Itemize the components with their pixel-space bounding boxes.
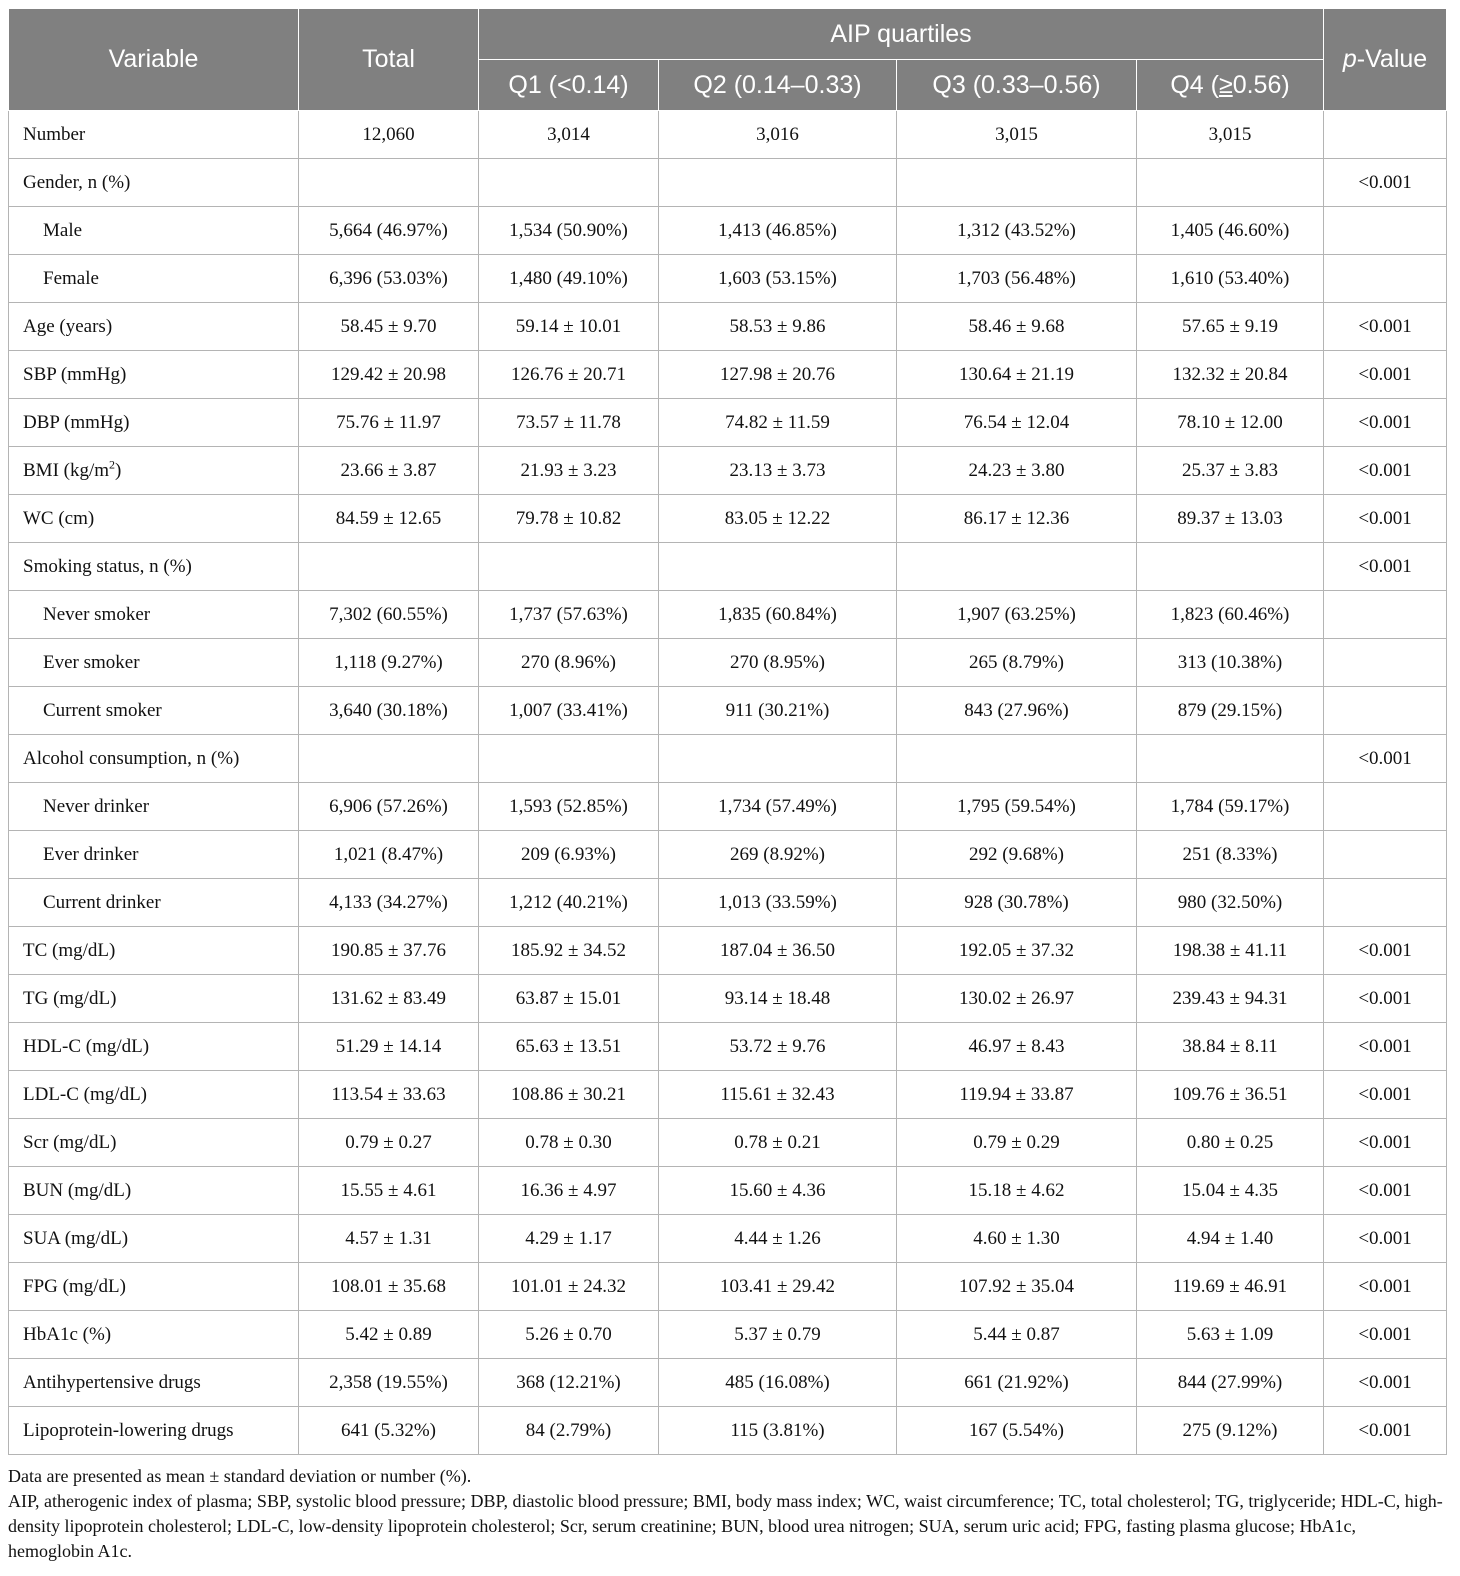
cell-total: 5,664 (46.97%) [299, 207, 479, 255]
cell-variable [9, 207, 299, 255]
cell-q1: 0.78 ± 0.30 [479, 1119, 659, 1167]
cell-q3: 292 (9.68%) [897, 831, 1137, 879]
cell-q1: 73.57 ± 11.78 [479, 399, 659, 447]
baseline-characteristics-table [8, 8, 1447, 1455]
cell-q3: 265 (8.79%) [897, 639, 1137, 687]
cell-q4: 198.38 ± 41.11 [1137, 927, 1324, 975]
cell-q3: 192.05 ± 37.32 [897, 927, 1137, 975]
table-row [9, 1311, 1447, 1359]
variable-label: Gender, n (%) [23, 171, 131, 193]
header-p-value [1324, 9, 1447, 111]
variable-label: DBP (mmHg) [23, 411, 130, 433]
header-p-italic: p [1342, 45, 1357, 73]
cell-q3: 119.94 ± 33.87 [897, 1071, 1137, 1119]
cell-q1: 4.29 ± 1.17 [479, 1215, 659, 1263]
cell-q4: 57.65 ± 9.19 [1137, 303, 1324, 351]
table-row [9, 1263, 1447, 1311]
cell-q2: 115 (3.81%) [659, 1407, 897, 1455]
cell-variable [9, 543, 299, 591]
cell-q1: 1,593 (52.85%) [479, 783, 659, 831]
cell-q2: 1,013 (33.59%) [659, 879, 897, 927]
table-row [9, 1215, 1447, 1263]
cell-p: <0.001 [1324, 1023, 1447, 1071]
cell-q2 [659, 159, 897, 207]
cell-p: <0.001 [1324, 1215, 1447, 1263]
variable-label: Alcohol consumption, n (%) [23, 747, 240, 769]
cell-variable [9, 1263, 299, 1311]
cell-total [299, 159, 479, 207]
cell-q1: 1,534 (50.90%) [479, 207, 659, 255]
cell-total: 23.66 ± 3.87 [299, 447, 479, 495]
cell-q1: 101.01 ± 24.32 [479, 1263, 659, 1311]
cell-variable [9, 831, 299, 879]
cell-q1: 3,014 [479, 111, 659, 159]
cell-q3: 167 (5.54%) [897, 1407, 1137, 1455]
variable-label: Lipoprotein-lowering drugs [23, 1419, 234, 1441]
cell-p: <0.001 [1324, 447, 1447, 495]
cell-variable [9, 1407, 299, 1455]
cell-q4: 1,610 (53.40%) [1137, 255, 1324, 303]
variable-label: TG (mg/dL) [23, 987, 117, 1009]
cell-variable [9, 255, 299, 303]
cell-q4 [1137, 735, 1324, 783]
header-q4-suffix: 0.56) [1232, 70, 1290, 99]
cell-variable [9, 1359, 299, 1407]
cell-variable [9, 1119, 299, 1167]
cell-total: 1,021 (8.47%) [299, 831, 479, 879]
cell-variable [9, 351, 299, 399]
cell-q3: 1,312 (43.52%) [897, 207, 1137, 255]
cell-q1: 59.14 ± 10.01 [479, 303, 659, 351]
cell-q2: 58.53 ± 9.86 [659, 303, 897, 351]
cell-total: 1,118 (9.27%) [299, 639, 479, 687]
cell-q1: 16.36 ± 4.97 [479, 1167, 659, 1215]
cell-variable [9, 1071, 299, 1119]
cell-q3: 76.54 ± 12.04 [897, 399, 1137, 447]
table-header [9, 9, 1447, 111]
cell-variable [9, 1167, 299, 1215]
cell-q4: 78.10 ± 12.00 [1137, 399, 1324, 447]
cell-variable [9, 495, 299, 543]
cell-q3: 130.64 ± 21.19 [897, 351, 1137, 399]
cell-q4: 879 (29.15%) [1137, 687, 1324, 735]
cell-q2: 187.04 ± 36.50 [659, 927, 897, 975]
variable-label: Scr (mg/dL) [23, 1131, 117, 1153]
variable-label: Current smoker [43, 699, 162, 721]
cell-q4: 0.80 ± 0.25 [1137, 1119, 1324, 1167]
cell-q4: 251 (8.33%) [1137, 831, 1324, 879]
table-row [9, 831, 1447, 879]
cell-q1 [479, 159, 659, 207]
cell-q2 [659, 735, 897, 783]
cell-total: 0.79 ± 0.27 [299, 1119, 479, 1167]
cell-total: 58.45 ± 9.70 [299, 303, 479, 351]
cell-q4: 119.69 ± 46.91 [1137, 1263, 1324, 1311]
cell-q1: 1,212 (40.21%) [479, 879, 659, 927]
cell-q4: 1,405 (46.60%) [1137, 207, 1324, 255]
cell-total: 190.85 ± 37.76 [299, 927, 479, 975]
cell-q4: 132.32 ± 20.84 [1137, 351, 1324, 399]
cell-p: <0.001 [1324, 495, 1447, 543]
footnote-data-format: Data are presented as mean ± standard deviation or number (%). [8, 1466, 472, 1486]
variable-label: HDL-C (mg/dL) [23, 1035, 150, 1057]
cell-total: 641 (5.32%) [299, 1407, 479, 1455]
cell-p [1324, 783, 1447, 831]
cell-q2: 1,603 (53.15%) [659, 255, 897, 303]
cell-q2: 270 (8.95%) [659, 639, 897, 687]
header-q1: Q1 (<0.14) [479, 60, 659, 111]
cell-total: 6,906 (57.26%) [299, 783, 479, 831]
variable-label: BMI (kg/m [23, 459, 110, 481]
cell-q4: 3,015 [1137, 111, 1324, 159]
variable-label: SBP (mmHg) [23, 363, 127, 385]
table-row [9, 879, 1447, 927]
cell-q3: 24.23 ± 3.80 [897, 447, 1137, 495]
header-q4 [1137, 60, 1324, 111]
variable-label: Female [43, 267, 99, 289]
table-row [9, 351, 1447, 399]
variable-label: Ever smoker [43, 651, 140, 673]
cell-total: 75.76 ± 11.97 [299, 399, 479, 447]
cell-q2: 103.41 ± 29.42 [659, 1263, 897, 1311]
cell-variable [9, 399, 299, 447]
table-row [9, 783, 1447, 831]
cell-p [1324, 207, 1447, 255]
cell-variable [9, 879, 299, 927]
cell-q4: 5.63 ± 1.09 [1137, 1311, 1324, 1359]
cell-p: <0.001 [1324, 1071, 1447, 1119]
cell-p: <0.001 [1324, 1407, 1447, 1455]
cell-total: 15.55 ± 4.61 [299, 1167, 479, 1215]
cell-q2: 53.72 ± 9.76 [659, 1023, 897, 1071]
cell-total: 6,396 (53.03%) [299, 255, 479, 303]
cell-q4: 4.94 ± 1.40 [1137, 1215, 1324, 1263]
variable-label: TC (mg/dL) [23, 939, 116, 961]
header-variable: Variable [9, 9, 299, 111]
header-total: Total [299, 9, 479, 111]
variable-label-superscript: 2 [109, 457, 116, 472]
cell-p: <0.001 [1324, 159, 1447, 207]
cell-q2: 93.14 ± 18.48 [659, 975, 897, 1023]
variable-label: Age (years) [23, 315, 113, 337]
cell-q4: 89.37 ± 13.03 [1137, 495, 1324, 543]
cell-q4: 25.37 ± 3.83 [1137, 447, 1324, 495]
variable-label: Never smoker [43, 603, 151, 625]
header-q4-geq: ≥ [1218, 70, 1233, 99]
cell-q2: 269 (8.92%) [659, 831, 897, 879]
cell-q1: 126.76 ± 20.71 [479, 351, 659, 399]
cell-q2: 0.78 ± 0.21 [659, 1119, 897, 1167]
cell-variable [9, 111, 299, 159]
cell-p: <0.001 [1324, 1311, 1447, 1359]
cell-q2: 127.98 ± 20.76 [659, 351, 897, 399]
cell-q1: 368 (12.21%) [479, 1359, 659, 1407]
variable-label: Smoking status, n (%) [23, 555, 192, 577]
variable-label: Ever drinker [43, 843, 139, 865]
cell-q2: 83.05 ± 12.22 [659, 495, 897, 543]
cell-q4: 1,784 (59.17%) [1137, 783, 1324, 831]
cell-variable [9, 303, 299, 351]
variable-label-suffix: ) [115, 459, 122, 481]
cell-total: 12,060 [299, 111, 479, 159]
cell-total [299, 543, 479, 591]
cell-q2 [659, 543, 897, 591]
table-row [9, 1167, 1447, 1215]
table-row [9, 687, 1447, 735]
cell-p: <0.001 [1324, 735, 1447, 783]
table-row [9, 975, 1447, 1023]
cell-variable [9, 1311, 299, 1359]
cell-q4 [1137, 159, 1324, 207]
cell-q3: 58.46 ± 9.68 [897, 303, 1137, 351]
variable-label: Male [43, 219, 83, 241]
header-p-rest: -Value [1356, 45, 1428, 73]
cell-q2: 74.82 ± 11.59 [659, 399, 897, 447]
cell-q2: 4.44 ± 1.26 [659, 1215, 897, 1263]
cell-variable [9, 1023, 299, 1071]
cell-q3: 3,015 [897, 111, 1137, 159]
cell-q3: 1,703 (56.48%) [897, 255, 1137, 303]
cell-q2: 1,734 (57.49%) [659, 783, 897, 831]
cell-q3 [897, 735, 1137, 783]
cell-total: 5.42 ± 0.89 [299, 1311, 479, 1359]
variable-label: Antihypertensive drugs [23, 1371, 201, 1393]
cell-q3: 130.02 ± 26.97 [897, 975, 1137, 1023]
header-q4-prefix: Q4 ( [1170, 70, 1219, 99]
cell-p: <0.001 [1324, 1263, 1447, 1311]
cell-q3: 46.97 ± 8.43 [897, 1023, 1137, 1071]
cell-q3: 928 (30.78%) [897, 879, 1137, 927]
cell-q4: 844 (27.99%) [1137, 1359, 1324, 1407]
cell-p [1324, 591, 1447, 639]
cell-q1: 270 (8.96%) [479, 639, 659, 687]
cell-q3: 1,907 (63.25%) [897, 591, 1137, 639]
table-row [9, 207, 1447, 255]
table-row [9, 399, 1447, 447]
cell-total: 7,302 (60.55%) [299, 591, 479, 639]
cell-p [1324, 687, 1447, 735]
cell-q1: 209 (6.93%) [479, 831, 659, 879]
cell-total: 4,133 (34.27%) [299, 879, 479, 927]
cell-q4: 313 (10.38%) [1137, 639, 1324, 687]
cell-variable [9, 975, 299, 1023]
table-row [9, 159, 1447, 207]
cell-variable [9, 447, 299, 495]
cell-total: 129.42 ± 20.98 [299, 351, 479, 399]
cell-q4: 239.43 ± 94.31 [1137, 975, 1324, 1023]
cell-p [1324, 831, 1447, 879]
cell-total: 51.29 ± 14.14 [299, 1023, 479, 1071]
variable-label: Current drinker [43, 891, 161, 913]
cell-variable [9, 1215, 299, 1263]
table-row [9, 255, 1447, 303]
variable-label: FPG (mg/dL) [23, 1275, 126, 1297]
table-row [9, 1407, 1447, 1455]
cell-variable [9, 591, 299, 639]
cell-q3: 5.44 ± 0.87 [897, 1311, 1137, 1359]
cell-q3 [897, 159, 1137, 207]
cell-p: <0.001 [1324, 1167, 1447, 1215]
cell-q1: 21.93 ± 3.23 [479, 447, 659, 495]
cell-q2: 911 (30.21%) [659, 687, 897, 735]
table-row [9, 639, 1447, 687]
table-body [9, 111, 1447, 1455]
cell-p: <0.001 [1324, 1359, 1447, 1407]
cell-q4: 38.84 ± 8.11 [1137, 1023, 1324, 1071]
cell-p: <0.001 [1324, 303, 1447, 351]
cell-q4: 15.04 ± 4.35 [1137, 1167, 1324, 1215]
cell-total: 108.01 ± 35.68 [299, 1263, 479, 1311]
cell-q2: 15.60 ± 4.36 [659, 1167, 897, 1215]
cell-q3: 86.17 ± 12.36 [897, 495, 1137, 543]
cell-p: <0.001 [1324, 543, 1447, 591]
table-row [9, 1023, 1447, 1071]
cell-variable [9, 927, 299, 975]
header-q2: Q2 (0.14–0.33) [659, 60, 897, 111]
table-row [9, 1071, 1447, 1119]
cell-p: <0.001 [1324, 399, 1447, 447]
table-row [9, 927, 1447, 975]
cell-q1 [479, 735, 659, 783]
table-row [9, 495, 1447, 543]
cell-total [299, 735, 479, 783]
variable-label: WC (cm) [23, 507, 95, 529]
table-row [9, 447, 1447, 495]
cell-q3: 1,795 (59.54%) [897, 783, 1137, 831]
cell-p [1324, 639, 1447, 687]
cell-q4 [1137, 543, 1324, 591]
cell-q1 [479, 543, 659, 591]
cell-total: 4.57 ± 1.31 [299, 1215, 479, 1263]
cell-q4: 1,823 (60.46%) [1137, 591, 1324, 639]
cell-variable [9, 687, 299, 735]
cell-q2: 1,413 (46.85%) [659, 207, 897, 255]
table-row [9, 543, 1447, 591]
cell-p: <0.001 [1324, 927, 1447, 975]
cell-total: 2,358 (19.55%) [299, 1359, 479, 1407]
cell-q2: 485 (16.08%) [659, 1359, 897, 1407]
cell-q4: 980 (32.50%) [1137, 879, 1324, 927]
cell-total: 131.62 ± 83.49 [299, 975, 479, 1023]
variable-label: BUN (mg/dL) [23, 1179, 132, 1201]
cell-q4: 275 (9.12%) [1137, 1407, 1324, 1455]
cell-q1: 1,480 (49.10%) [479, 255, 659, 303]
table-row [9, 111, 1447, 159]
cell-q2: 3,016 [659, 111, 897, 159]
cell-q2: 23.13 ± 3.73 [659, 447, 897, 495]
cell-q3: 0.79 ± 0.29 [897, 1119, 1137, 1167]
table-wrapper [8, 8, 1446, 1564]
cell-q2: 115.61 ± 32.43 [659, 1071, 897, 1119]
header-q3: Q3 (0.33–0.56) [897, 60, 1137, 111]
cell-q1: 65.63 ± 13.51 [479, 1023, 659, 1071]
variable-label: Never drinker [43, 795, 150, 817]
cell-q1: 1,737 (57.63%) [479, 591, 659, 639]
variable-label: SUA (mg/dL) [23, 1227, 129, 1249]
cell-p [1324, 255, 1447, 303]
table-row [9, 1359, 1447, 1407]
cell-variable [9, 783, 299, 831]
cell-q1: 5.26 ± 0.70 [479, 1311, 659, 1359]
cell-q1: 185.92 ± 34.52 [479, 927, 659, 975]
header-aip-quartiles: AIP quartiles [479, 9, 1324, 60]
cell-variable [9, 159, 299, 207]
table-row [9, 1119, 1447, 1167]
table-row [9, 735, 1447, 783]
cell-q2: 5.37 ± 0.79 [659, 1311, 897, 1359]
cell-total: 3,640 (30.18%) [299, 687, 479, 735]
footnote-abbreviations: AIP, atherogenic index of plasma; SBP, systolic blood pressure; DBP, diastolic blood pressure; BMI, body mass index; WC, waist circumference; TC, total cholesterol; TG, triglyceride; HDL-C, high-density lipoprotein cholesterol; LDL-C, low-density lipoprotein cholesterol; Scr, serum creatinine; BUN, blood urea nitrogen; SUA, serum uric acid; FPG, fasting plasma glucose; HbA1c, hemoglobin A1c. [8, 1491, 1443, 1561]
cell-total: 113.54 ± 33.63 [299, 1071, 479, 1119]
cell-p: <0.001 [1324, 351, 1447, 399]
cell-variable [9, 639, 299, 687]
cell-p: <0.001 [1324, 1119, 1447, 1167]
cell-q3: 843 (27.96%) [897, 687, 1137, 735]
cell-q1: 1,007 (33.41%) [479, 687, 659, 735]
cell-variable [9, 735, 299, 783]
cell-q3 [897, 543, 1137, 591]
cell-q1: 63.87 ± 15.01 [479, 975, 659, 1023]
table-row [9, 591, 1447, 639]
cell-p [1324, 879, 1447, 927]
cell-q2: 1,835 (60.84%) [659, 591, 897, 639]
cell-total: 84.59 ± 12.65 [299, 495, 479, 543]
cell-q3: 107.92 ± 35.04 [897, 1263, 1137, 1311]
table-footnotes [8, 1464, 1446, 1564]
variable-label: Number [23, 123, 86, 145]
variable-label: HbA1c (%) [23, 1323, 112, 1345]
cell-q4: 109.76 ± 36.51 [1137, 1071, 1324, 1119]
table-row [9, 303, 1447, 351]
cell-q3: 4.60 ± 1.30 [897, 1215, 1137, 1263]
cell-p [1324, 111, 1447, 159]
cell-q1: 79.78 ± 10.82 [479, 495, 659, 543]
cell-q3: 15.18 ± 4.62 [897, 1167, 1137, 1215]
cell-q3: 661 (21.92%) [897, 1359, 1137, 1407]
cell-q1: 84 (2.79%) [479, 1407, 659, 1455]
variable-label: LDL-C (mg/dL) [23, 1083, 148, 1105]
cell-p: <0.001 [1324, 975, 1447, 1023]
cell-q1: 108.86 ± 30.21 [479, 1071, 659, 1119]
